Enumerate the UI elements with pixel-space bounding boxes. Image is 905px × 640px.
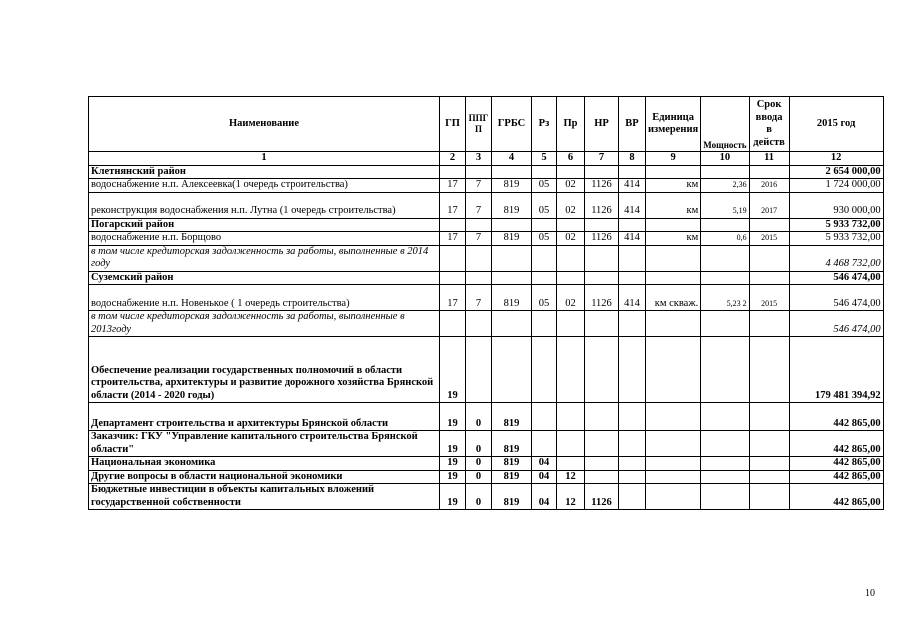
row-unit: км скваж. — [646, 285, 701, 311]
row-power: 5,23 2 — [701, 285, 749, 311]
row-code-ppgp: 7 — [466, 179, 492, 193]
row-term — [749, 470, 789, 484]
row-power — [701, 245, 749, 271]
column-number: 7 — [585, 152, 619, 166]
row-term — [749, 311, 789, 337]
row-name: водоснабжение н.п. Борщово — [89, 232, 440, 246]
row-code-vr — [619, 431, 646, 457]
row-code-vr: 414 — [619, 232, 646, 246]
row-amount: 1 724 000,00 — [789, 179, 883, 193]
col-header-name: Наименование — [89, 97, 440, 152]
row-name: Бюджетные инвестиции в объекты капитальных вложений государственной собственности — [89, 484, 440, 510]
row-code-rz — [532, 311, 557, 337]
row-unit: км — [646, 179, 701, 193]
row-power — [701, 484, 749, 510]
row-code-pr: 12 — [557, 470, 585, 484]
row-code-np — [585, 271, 619, 285]
table-row — [89, 192, 884, 218]
row-code-rz — [532, 218, 557, 232]
row-code-gp — [440, 311, 466, 337]
row-power — [701, 403, 749, 431]
row-code-rz: 05 — [532, 232, 557, 246]
col-header-pr: Пр — [557, 97, 585, 152]
row-unit — [646, 271, 701, 285]
row-code-ppgp: 7 — [466, 232, 492, 246]
row-code-grbs: 819 — [492, 457, 532, 471]
row-power — [701, 311, 749, 337]
row-code-vr — [619, 457, 646, 471]
row-code-rz — [532, 245, 557, 271]
row-code-grbs: 819 — [492, 403, 532, 431]
table-row — [89, 311, 884, 337]
row-power: 2,36 — [701, 179, 749, 193]
row-code-ppgp: 0 — [466, 431, 492, 457]
row-code-gp — [440, 271, 466, 285]
row-power — [701, 218, 749, 232]
row-name: водоснабжение н.п. Новенькое ( 1 очередь строительства) — [89, 285, 440, 311]
row-code-vr — [619, 165, 646, 179]
row-unit — [646, 311, 701, 337]
col-header-ppgp: ППГП — [466, 97, 492, 152]
row-code-vr — [619, 484, 646, 510]
row-code-rz: 04 — [532, 470, 557, 484]
row-code-pr: 12 — [557, 484, 585, 510]
row-code-rz — [532, 271, 557, 285]
row-unit — [646, 431, 701, 457]
table-row — [89, 245, 884, 271]
table-row — [89, 179, 884, 193]
row-code-vr — [619, 245, 646, 271]
row-code-gp: 19 — [440, 457, 466, 471]
page-number: 10 — [865, 588, 875, 599]
table-row — [89, 457, 884, 471]
row-term — [749, 271, 789, 285]
table-row — [89, 403, 884, 431]
row-code-rz: 04 — [532, 484, 557, 510]
budget-table — [88, 96, 884, 510]
row-code-pr: 02 — [557, 285, 585, 311]
column-number-row — [89, 152, 884, 166]
row-term: 2016 — [749, 179, 789, 193]
column-number: 10 — [701, 152, 749, 166]
column-number: 1 — [89, 152, 440, 166]
row-code-pr: 02 — [557, 192, 585, 218]
row-term — [749, 165, 789, 179]
row-power: 0,6 — [701, 232, 749, 246]
row-code-ppgp: 7 — [466, 192, 492, 218]
row-unit — [646, 403, 701, 431]
row-code-pr — [557, 337, 585, 403]
row-code-gp: 17 — [440, 192, 466, 218]
row-code-rz — [532, 165, 557, 179]
row-code-np: 1126 — [585, 179, 619, 193]
row-code-vr — [619, 403, 646, 431]
row-unit — [646, 165, 701, 179]
row-code-np: 1126 — [585, 232, 619, 246]
row-amount: 442 865,00 — [789, 457, 883, 471]
row-code-rz: 05 — [532, 179, 557, 193]
column-number: 3 — [466, 152, 492, 166]
row-code-np — [585, 403, 619, 431]
row-amount: 442 865,00 — [789, 470, 883, 484]
table-body — [89, 165, 884, 510]
row-code-ppgp — [466, 165, 492, 179]
column-number: 12 — [789, 152, 883, 166]
row-code-pr — [557, 403, 585, 431]
row-code-pr — [557, 271, 585, 285]
row-amount: 179 481 394,92 — [789, 337, 883, 403]
row-power — [701, 337, 749, 403]
row-code-gp: 17 — [440, 232, 466, 246]
table-row — [89, 470, 884, 484]
row-amount: 5 933 732,00 — [789, 232, 883, 246]
row-code-ppgp — [466, 337, 492, 403]
row-unit — [646, 245, 701, 271]
row-name: Другие вопросы в области национальной экономики — [89, 470, 440, 484]
row-amount: 442 865,00 — [789, 403, 883, 431]
row-code-grbs — [492, 311, 532, 337]
row-amount: 442 865,00 — [789, 484, 883, 510]
row-name: Национальная экономика — [89, 457, 440, 471]
row-code-gp — [440, 165, 466, 179]
row-code-np — [585, 337, 619, 403]
row-code-np — [585, 457, 619, 471]
row-name: Обеспечение реализации государственных полномочий в области строительства, архитектуры и развитие дорожного хозяйства Брянской области (2014 - 2020 годы) — [89, 337, 440, 403]
col-header-rz: Рз — [532, 97, 557, 152]
row-code-ppgp — [466, 271, 492, 285]
row-code-vr — [619, 218, 646, 232]
row-unit — [646, 470, 701, 484]
row-code-grbs: 819 — [492, 192, 532, 218]
table-row — [89, 218, 884, 232]
row-amount: 5 933 732,00 — [789, 218, 883, 232]
col-header-vr: ВР — [619, 97, 646, 152]
column-number: 5 — [532, 152, 557, 166]
row-name: Департамент строительства и архитектуры Брянской области — [89, 403, 440, 431]
row-code-ppgp — [466, 218, 492, 232]
row-code-ppgp — [466, 311, 492, 337]
row-code-grbs: 819 — [492, 179, 532, 193]
row-code-ppgp: 0 — [466, 484, 492, 510]
col-header-grbs: ГРБС — [492, 97, 532, 152]
header-row — [89, 97, 884, 152]
table-row — [89, 337, 884, 403]
row-term: 2015 — [749, 285, 789, 311]
row-amount: 546 474,00 — [789, 285, 883, 311]
table-row — [89, 165, 884, 179]
row-term — [749, 337, 789, 403]
row-code-vr — [619, 337, 646, 403]
row-code-np — [585, 470, 619, 484]
row-term: 2017 — [749, 192, 789, 218]
row-code-pr — [557, 457, 585, 471]
row-code-vr — [619, 271, 646, 285]
row-name: Погарский район — [89, 218, 440, 232]
row-code-pr — [557, 245, 585, 271]
row-code-rz: 05 — [532, 285, 557, 311]
row-unit — [646, 218, 701, 232]
row-code-pr: 02 — [557, 179, 585, 193]
row-code-np: 1126 — [585, 285, 619, 311]
row-code-grbs: 819 — [492, 470, 532, 484]
row-code-ppgp: 7 — [466, 285, 492, 311]
row-amount: 546 474,00 — [789, 271, 883, 285]
row-unit — [646, 484, 701, 510]
row-code-gp: 19 — [440, 470, 466, 484]
row-code-grbs — [492, 245, 532, 271]
table-row — [89, 431, 884, 457]
row-code-pr: 02 — [557, 232, 585, 246]
row-code-np — [585, 218, 619, 232]
row-amount: 930 000,00 — [789, 192, 883, 218]
column-number: 4 — [492, 152, 532, 166]
row-code-vr: 414 — [619, 192, 646, 218]
row-code-pr — [557, 311, 585, 337]
row-code-np — [585, 245, 619, 271]
column-number: 6 — [557, 152, 585, 166]
row-term — [749, 457, 789, 471]
row-code-np: 1126 — [585, 192, 619, 218]
row-unit — [646, 457, 701, 471]
row-unit — [646, 337, 701, 403]
row-term — [749, 218, 789, 232]
row-code-pr — [557, 431, 585, 457]
row-power — [701, 165, 749, 179]
row-code-rz: 05 — [532, 192, 557, 218]
row-code-ppgp — [466, 245, 492, 271]
row-name: Суземский район — [89, 271, 440, 285]
row-code-np — [585, 311, 619, 337]
row-code-vr — [619, 311, 646, 337]
row-name: Клетнянский район — [89, 165, 440, 179]
row-term: 2015 — [749, 232, 789, 246]
row-code-grbs: 819 — [492, 431, 532, 457]
row-power — [701, 457, 749, 471]
row-code-np — [585, 165, 619, 179]
col-header-unit: Единица измерения — [646, 97, 701, 152]
row-code-np — [585, 431, 619, 457]
row-code-vr: 414 — [619, 179, 646, 193]
row-code-grbs — [492, 271, 532, 285]
row-code-rz — [532, 337, 557, 403]
table-row — [89, 271, 884, 285]
table-row — [89, 232, 884, 246]
row-code-ppgp: 0 — [466, 403, 492, 431]
row-code-gp: 19 — [440, 431, 466, 457]
row-code-grbs — [492, 165, 532, 179]
row-amount: 2 654 000,00 — [789, 165, 883, 179]
row-code-gp: 17 — [440, 285, 466, 311]
row-amount: 4 468 732,00 — [789, 245, 883, 271]
row-code-vr: 414 — [619, 285, 646, 311]
row-code-gp: 19 — [440, 403, 466, 431]
row-term — [749, 245, 789, 271]
row-name: водоснабжение н.п. Алексеевка(1 очередь строительства) — [89, 179, 440, 193]
col-header-term: Срок ввода в действ — [749, 97, 789, 152]
row-code-rz — [532, 431, 557, 457]
row-code-rz — [532, 403, 557, 431]
row-name: в том числе кредиторская задолженность за работы, выполненные в 2013году — [89, 311, 440, 337]
row-code-ppgp: 0 — [466, 470, 492, 484]
row-code-pr — [557, 218, 585, 232]
row-unit: км — [646, 192, 701, 218]
row-code-grbs: 819 — [492, 484, 532, 510]
row-code-gp — [440, 218, 466, 232]
row-name: Заказчик: ГКУ "Управление капитального строительства Брянской области" — [89, 431, 440, 457]
row-term — [749, 484, 789, 510]
row-power — [701, 271, 749, 285]
row-code-gp: 17 — [440, 179, 466, 193]
col-header-gp: ГП — [440, 97, 466, 152]
row-code-grbs — [492, 218, 532, 232]
row-code-grbs: 819 — [492, 285, 532, 311]
row-term — [749, 403, 789, 431]
table-row — [89, 484, 884, 510]
row-code-rz: 04 — [532, 457, 557, 471]
table-row — [89, 285, 884, 311]
row-code-np: 1126 — [585, 484, 619, 510]
row-power — [701, 470, 749, 484]
col-header-year: 2015 год — [789, 97, 883, 152]
row-code-vr — [619, 470, 646, 484]
row-code-ppgp: 0 — [466, 457, 492, 471]
row-power: 5,19 — [701, 192, 749, 218]
column-number: 11 — [749, 152, 789, 166]
row-name: реконструкция водоснабжения н.п. Лутна (1 очередь строительства) — [89, 192, 440, 218]
row-code-grbs — [492, 337, 532, 403]
row-power — [701, 431, 749, 457]
row-code-gp — [440, 245, 466, 271]
row-term — [749, 431, 789, 457]
col-header-np: НР — [585, 97, 619, 152]
col-header-power: Мощность — [701, 97, 749, 152]
row-code-gp: 19 — [440, 484, 466, 510]
row-code-pr — [557, 165, 585, 179]
row-amount: 546 474,00 — [789, 311, 883, 337]
row-code-grbs: 819 — [492, 232, 532, 246]
row-unit: км — [646, 232, 701, 246]
row-amount: 442 865,00 — [789, 431, 883, 457]
row-name: в том числе кредиторская задолженность за работы, выполненные в 2014 году — [89, 245, 440, 271]
column-number: 9 — [646, 152, 701, 166]
column-number: 8 — [619, 152, 646, 166]
row-code-gp: 19 — [440, 337, 466, 403]
column-number: 2 — [440, 152, 466, 166]
